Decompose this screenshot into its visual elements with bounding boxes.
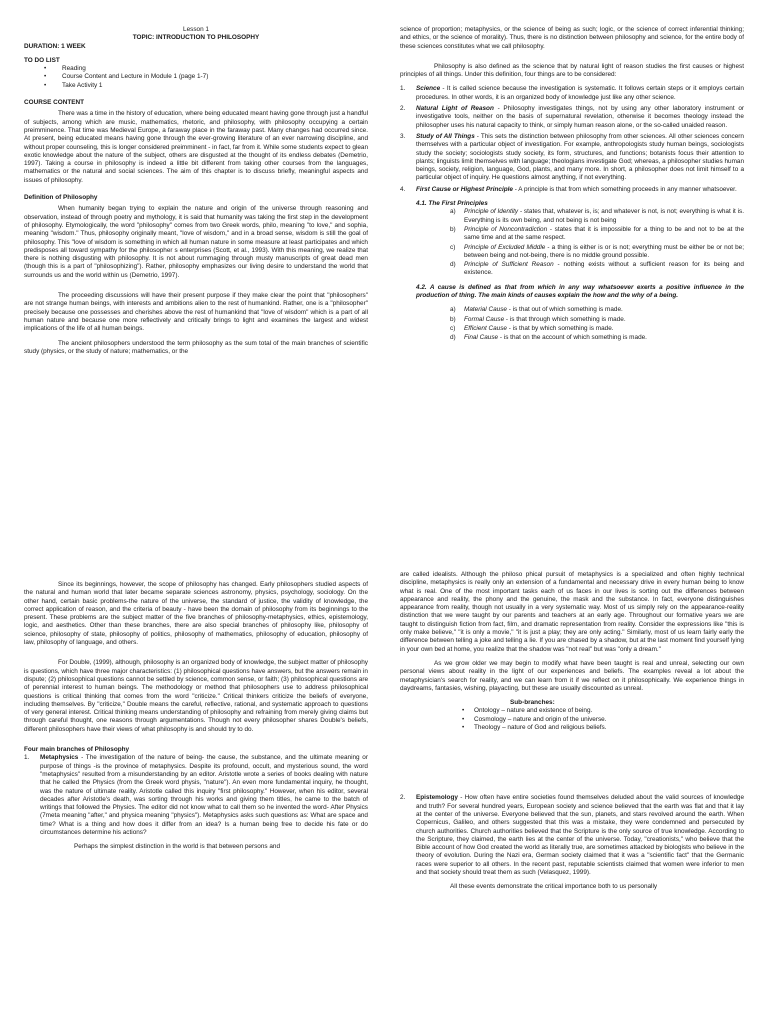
page-1-right-column [400,26,744,512]
todo-item: • Reading [44,65,86,73]
branches-list-continued [400,794,744,877]
page-2-right-column [400,571,744,1024]
page-1-left-column [24,26,368,512]
scope-paragraph: Since its beginnings, however, the scope of philosophy has changed. Early philosophers studied aspects of the natural and human world that later became separate sciences astronomy, physics, psychology, sociology. On the other hand, certain basic problems-the nature of the universe, the standard of justice, the validity of knowledge, the correct application of reason, and the criteria of beauty - have been the domain of philosophy from its beginnings to the present. These problems are the subject matter of the five branches of philosophy-metaphysics, ethics, epistemology, logic, and aesthetics. Other than these branches, there are also special branches of philosophy like, philosophy of science, philosophy of state, philosophy of politics, philosophy of mathematics, philosophy of education, philosophy of law, philosophy of language, and others. [24,581,368,647]
subbranches-heading: Sub-branches: [510,699,555,707]
subbranch-item: • Ontology – nature and existence of being. [462,707,593,715]
cause-item: a) Material Cause - is that out of which something is made. [450,306,623,314]
idealists-paragraph: are called idealists. Although the philoso phical pursuit of metaphysics is a specialized and often highly technical discipline, metaphysics is really only an extension of a fundamental and necessary drive in every human being to know what is real. One of the most important tasks each of us faces in our lives is sorting out the differences between appearance and reality, the phony and the genuine, the mask and the substance. In fact, everyone distinguishes appearance from reality, though not usually in a very systematic way. Most of us simply rely on the appearance-reality distinction that we were taught by our parents and teachers at an early age. Throughout our formative years we are taught to distinguish fiction from fact, film, and dramatic representation from reality. Consider the expressions like "this is only make believe," "it is only a movie," "it is just a play; they are only acting." Similarly, most of us learn fairly early the difference between telling a joke and telling a lie. If you are chased by a shadow, but at the last moment find yourself lying in your own bed at home, you realize that the shadow was "not real" but was "only a dream." [400,571,744,653]
consideration-item: 3. Study of All Things - This sets the distinction between philosophy from other sciences. All other sciences concern themselves with a particular object of investigation. For example, anthropologists study human beings, sociologists study the society; sociologists study society, its form, structures, and functions; botanists focus their attention to plants; linguists limit themselves with language; theologians investigate God; whereas, a philosopher studies human beings, society, religion, language, God, plants, and many more. In short, a philosopher does not limit himself to a particular object of inquiry. He questions almost anything, if not everything. [400,132,744,182]
branch-item-epistemology: 2. Epistemology - How often have entire societies found themselves deluded about the valid sources of knowledge and truth? For several hundred years, European society and science believed that the earth was flat and that it lay at the center of the universe. Everyone believed that the sun, planets, and stars revolved around the earth. When Copernicus, Galileo, and others suggested that this was a mistake, they were condemned and persecuted by church authorities. Church authorities believed that the Scripture is the only source of true knowledge. According to the Scripture, they claimed, the earth lies at the center of the universe. Today, "creationists," who believe that the Bible account of how God created the world as literally true, are sometimes attacked by biologists who believe in the theory of evolution. During the Nazi era, German society claimed that it was a "scientific fact" that the Germanic races were superior to all others. In the recent past, reputable scientists claimed that women were inferior to men and that society should treat them as such (Velasquez, 1999). [400,794,744,877]
causes-list [416,306,744,342]
duration: DURATION: 1 WEEK [24,42,86,50]
consideration-item: 2. Natural Light of Reason - Philosophy investigates things, not by using any other laboratory instrument or investigative tools, neither on the basis of supernatural revelation, otherwise it becomes theology instead the philosopher uses his natural capacity to think, or simply human reason alone, or the so-called unaided reason. [400,105,744,129]
reality-paragraph: As we grow older we may begin to modify what have been taught is real and unreal, selecting our own personal views about reality in the light of our experiences and beliefs. The examples reveal a lot about the metaphysician's search for reality, and we can learn from it if we reflect on it philosophically. We experience things in daydreams, fantasies, wishing, playacting, but these are usually discounted as unreal. [400,659,744,692]
science-paragraph: Philosophy is also defined as the science that by natural light of reason studies the first causes or highest principles of all things. Under this definition, four things are to be considered: [400,62,744,79]
branches-heading: Four main branches of Philosophy [24,746,130,754]
todo-item: • Course Content and Lecture in Module 1 (page 1-7) [44,73,209,81]
considerations-list [400,85,744,194]
subbranch-item: • Theology – nature of God and religious beliefs. [462,724,607,732]
course-paragraph: There was a time in the history of education, where being educated meant having gone through just a handful of subjects, among which are music, mathematics, rhetoric, and philosophy, with philosophy occupying a certain preimminence. That time was Medieval Europe, a faraway place in the faraway past. Many changes had occurred since. At present, being educated means having gone through the ever-growing literature of an ever narrowing discipline, and without proper counseling, this is longer considered preimminent - in fact, far from it. While some students expect to glean exotic knowledge about the nature of the subject, others are disgusted at the thought of its endless debates (Demetrio, 1997). Taking a course in philosophy is indeed a little bit different from taking other courses from the languages, mathematics or the natural and social sciences. The aim of this chapter is to discuss briefly, meaningful aspects and issues of philosophy. [24,110,368,184]
cause-item: b) Formal Cause - is that through which something is made. [450,315,626,323]
todo-item: • Take Activity 1 [44,81,103,89]
consideration-item: 4. First Cause or Highest Principle - A principle is that from which something proceeds in any manner whatsoever. [400,185,737,193]
definition-paragraph: The ancient philosophers understood the term philosophy as the sum total of the main branches of scientific study (physics, or the study of nature; mathematics, or the [24,339,368,355]
course-content-heading: COURSE CONTENT [24,99,85,107]
principle-item: a) Principle of Identity - states that, whatever is, is; and whatever is not, is not; everything is what it is. Everything is its own being, and not being is not being [450,208,744,224]
page-2-left-column [24,581,368,1024]
epistemology-continuation: All these events demonstrate the critical importance both to us personally [450,883,658,891]
principle-item: d) Principle of Sufficient Reason - nothing exists without a sufficient reason for its being and existence. [450,261,744,277]
cause-item: d) Final Cause - is that on the account of which something is made. [450,334,647,342]
subbranches-list [400,707,744,732]
page-2 [0,512,768,1024]
definition-paragraph: When humanity began trying to explain the nature and origin of the universe through reasoning and observation, instead of through poetry and mythology, it is said that humanity was taking the first step in the development of philosophy. Etymologically, the word "philosophy" comes from two Greek words, philo, meaning "to love," and sophia, meaning "wisdom." Thus, philosophy originally meant, "love of wisdom," and in a broad sense, wisdom is still the goal of philosophy. This "love of wisdom is something in which all human nature in some measure at least participates and which predisposes all toward sympathy for the philosopher s enterprises (Scott, et al., 1993). With this meaning, we realize that there is nothing disgusting with philosophy. It is not about rummaging through musty manuscripts of great dead men (though this is a part of "philosophizing"). Rather, philosophy emphasizes our living desire to understand the world that surrounds us and the world within us (Demetrio, 1997). [24,205,368,279]
topic-title: TOPIC: INTRODUCTION TO PHILOSOPHY [132,34,260,42]
metaphysics-continuation: Perhaps the simplest distinction in the world is that between persons and [74,843,281,851]
double-paragraph: For Double, (1999), although, philosophy is an organized body of knowledge, the subject matter of philosophy is questions, which have three major characteristics: (1) philosophical questions have answers, but the answers remain in dispute; (2) philosophical questions cannot be settled by science, common sense, or faith; (3) philosophical questions are of perennial interest to human beings. The methodology or method that philosophers use to address philosophical questions is critical thinking that comes from the word "criticize." Critical thinkers criticize the beliefs of everyone, including themselves. By "criticize," Double means the careful, reflective, rational, and systematic approach to questions of very general interest. Critical thinking means understanding of philosophy and refraining from merely giving claims but through careful thought, one reasons through argumentations. Though not every philosopher shares Double's beliefs, different philosophers have their views of what philosophy is and should try to do. [24,659,368,733]
principle-item: c) Principle of Excluded Middle - a thing is either is or is not; everything must be either be or not be; between being and not-being, there is no middle ground possible. [450,243,744,259]
todo-heading: TO DO LIST [24,56,60,64]
principle-item: b) Principle of Noncontradiction - states that it is impossible for a thing to be and not to be at the same time and at the same respect. [450,225,744,242]
definition-heading: Definition of Philosophy [24,194,98,202]
todo-list [24,65,368,90]
subbranch-item: • Cosmology – nature and origin of the universe. [462,715,607,723]
consideration-item: 1. Science - It is called science because the investigation is systematic. It follows certain steps or it employs certain procedures. In other words, it is an organized body of knowledge just like any other science. [400,85,744,101]
definition-paragraph: The proceeding discussions will have their present purpose if they make clear the point that "philosophers" are not strange human beings, with interests and ambitions alien to the rest of humankind. Rather, one is a "philosopher" precisely because one possesses and cherishes above the rest of humankind that "love of wisdom" which is a part of all human nature and because one more reflectively and critically brings to light and examines the largest and widest implications of the life of all human beings. [24,292,368,333]
branches-list [24,754,368,837]
cause-heading: 4.2. A cause is defined as that from which in any way whatsoever exerts a positive influence in the production of thing. The main kinds of causes explain the how and the why of a being. [416,283,744,300]
first-principles-heading: 4.1. The First Principles [416,200,488,208]
lesson-number: Lesson 1 [183,26,209,33]
branch-item-metaphysics: 1. Metaphysics - The investigation of the nature of being- the cause, the substance, and the ultimate meaning or purpose of things -is the province of metaphysics. Despite its profound, occult, and mysterious sound, the word "metaphysics" resulted from a misunderstanding by an editor. Aristotle wrote a series of books dealing with nature that he called the Physics (from the Greek word physis, "nature"). An even more fundamental inquiry, he thought, was the nature of ultimate reality. Aristotle called this inquiry "first philosophy." However, when his editor, several decades after Aristotle's death, was sorting through his works and giving them titles, he came to the batch of writings that followed the Physics. The editor did not know what to call them so he invented the word- After Physics (7meta meaning "after," and physica meaning "physics"). Metaphysics asks such questions as: What are space and time? What is a thing and how does it differ from an idea? Is a human being free to decide his fate or do circumstances determine his actions? [24,754,368,837]
continued-paragraph: science of proportion; metaphysics, or the science of being as such; logic, or the science of correct inferential thinking; and ethics, or the science of morality). Thus, there is no distinction between philosophy and science, for the entire body of these sciences constitutes what we call philosophy. [400,26,744,50]
cause-item: c) Efficient Cause - is that by which something is made. [450,324,614,332]
first-principles-list [416,208,744,277]
